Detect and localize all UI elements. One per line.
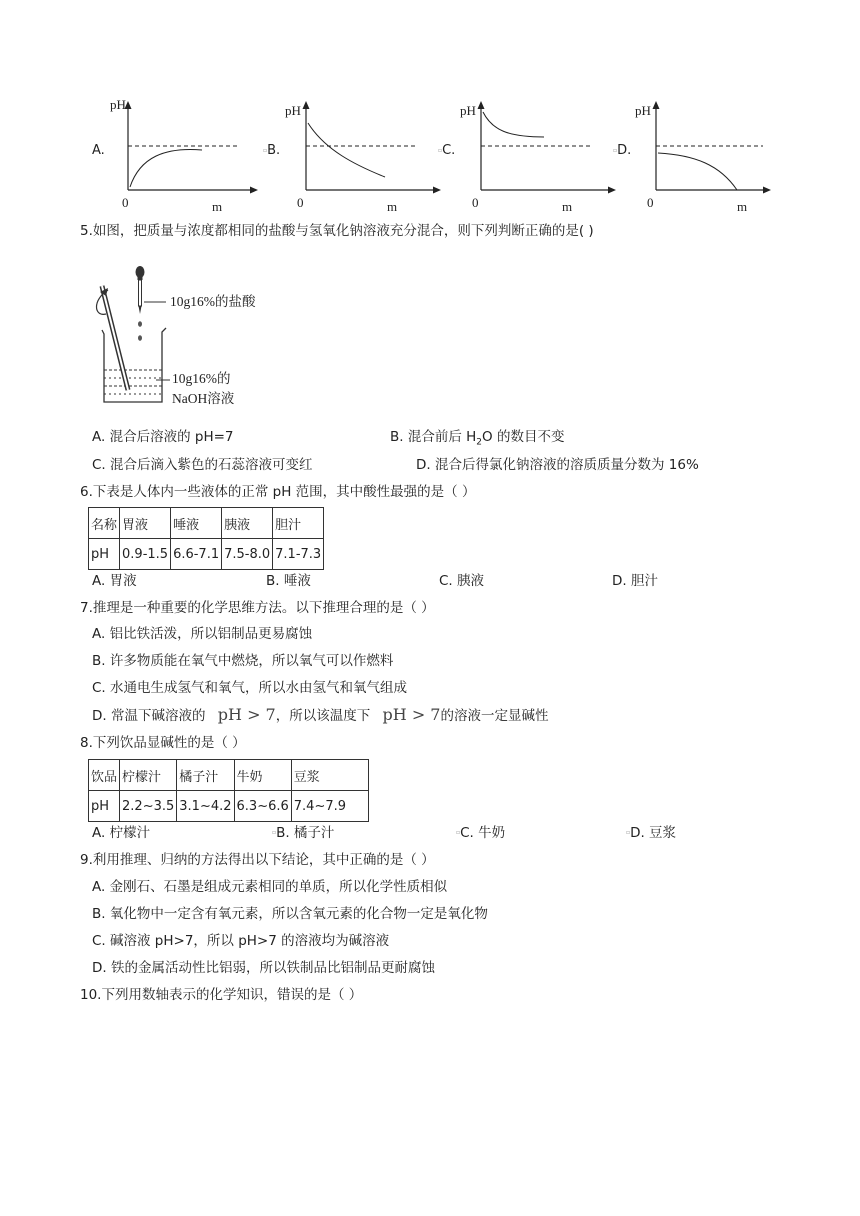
q8-stem: 8.下列饮品显碱性的是（ ） — [80, 735, 246, 751]
q6-option-b[interactable]: B. 唾液 — [266, 573, 311, 589]
x-axis-label: m — [737, 199, 748, 214]
q8-option-b[interactable]: ▫B. 橘子汁 — [272, 825, 335, 841]
y-axis-label: pH — [460, 103, 476, 118]
q5-option-d[interactable]: D. 混合后得氯化钠溶液的溶质质量分数为 16% — [416, 457, 699, 473]
table-cell: 7.4~7.9 — [291, 791, 368, 822]
curve-plot — [265, 95, 450, 215]
table-cell: 6.6-7.1 — [171, 539, 222, 570]
table-cell: 胆汁 — [273, 508, 324, 539]
origin-label: 0 — [472, 195, 479, 210]
table-cell: 7.5-8.0 — [222, 539, 273, 570]
option-label: ▫D. — [613, 143, 632, 158]
q7-option-a[interactable]: A. 铝比铁活泼，所以铝制品更易腐蚀 — [92, 626, 313, 642]
curve-plot — [615, 95, 800, 215]
option-label: ▫C. — [438, 143, 456, 158]
q6-ph-table — [88, 507, 324, 570]
table-cell: 饮品 — [89, 760, 120, 791]
table-row — [89, 791, 369, 822]
curve-plot — [90, 95, 275, 215]
q8-ph-table — [88, 759, 369, 822]
q6-option-a[interactable]: A. 胃液 — [92, 573, 137, 589]
x-axis-label: m — [212, 199, 223, 214]
table-cell: 胃液 — [120, 508, 171, 539]
table-cell: 名称 — [89, 508, 120, 539]
q5-option-b[interactable]: B. 混合前后 $H_2O$ 的数目不变 — [390, 429, 565, 448]
q6-option-d[interactable]: D. 胆汁 — [612, 573, 658, 589]
table-cell: 3.1~4.2 — [177, 791, 234, 822]
origin-label: 0 — [122, 195, 129, 210]
q5-option-a[interactable]: A. 混合后溶液的 pH=7 — [92, 429, 234, 445]
q6-stem: 6.下表是人体内一些液体的正常 pH 范围，其中酸性最强的是（ ） — [80, 484, 476, 500]
origin-label: 0 — [647, 195, 654, 210]
table-cell: 豆浆 — [291, 760, 368, 791]
q6-option-c[interactable]: C. 胰液 — [439, 573, 485, 589]
q5-illustration — [90, 262, 280, 412]
table-cell: 0.9-1.5 — [120, 539, 171, 570]
q5-stem: 5.如图，把质量与浓度都相同的盐酸与氢氧化钠溶液充分混合，则下列判断正确的是( ) — [80, 223, 594, 239]
hcl-label: 10g16%的盐酸 — [170, 294, 256, 309]
table-cell: 2.2~3.5 — [120, 791, 177, 822]
table-cell: 柠檬汁 — [120, 760, 177, 791]
q7-option-b[interactable]: B. 许多物质能在氧气中燃烧，所以氧气可以作燃料 — [92, 653, 394, 669]
graph-option-b — [265, 95, 450, 215]
origin-label: 0 — [297, 195, 304, 210]
q8-option-d[interactable]: ▫D. 豆浆 — [626, 825, 677, 841]
option-label: ▫B. — [263, 143, 281, 158]
q7-option-c[interactable]: C. 水通电生成氢气和氧气，所以水由氢气和氧气组成 — [92, 680, 408, 696]
table-row — [89, 539, 324, 570]
table-cell: 唾液 — [171, 508, 222, 539]
table-cell: pH — [89, 539, 120, 570]
q7-option-d[interactable]: D. 常温下碱溶液的 pH > 7，所以该温度下 pH > 7的溶液一定显碱性 — [92, 705, 549, 724]
q8-option-a[interactable]: A. 柠檬汁 — [92, 825, 151, 841]
q8-option-c[interactable]: ▫C. 牛奶 — [456, 825, 506, 841]
x-axis-label: m — [387, 199, 398, 214]
table-cell: 牛奶 — [234, 760, 291, 791]
q5-option-c[interactable]: C. 混合后滴入紫色的石蕊溶液可变红 — [92, 457, 313, 473]
table-cell: 6.3~6.6 — [234, 791, 291, 822]
option-label: A. — [92, 143, 105, 158]
q9-stem: 9.利用推理、归纳的方法得出以下结论，其中正确的是（ ） — [80, 852, 435, 868]
table-row — [89, 508, 324, 539]
graph-option-c — [440, 95, 625, 215]
q9-option-a[interactable]: A. 金刚石、石墨是组成元素相同的单质，所以化学性质相似 — [92, 879, 448, 895]
ph-expression: pH > 7 — [382, 705, 441, 724]
q9-option-d[interactable]: D. 铁的金属活动性比铝弱，所以铁制品比铝制品更耐腐蚀 — [92, 960, 435, 976]
table-row — [89, 760, 369, 791]
table-cell: pH — [89, 791, 120, 822]
curve-plot — [440, 95, 625, 215]
graph-option-d — [615, 95, 800, 215]
q9-option-b[interactable]: B. 氧化物中一定含有氧元素，所以含氧元素的化合物一定是氧化物 — [92, 906, 488, 922]
table-cell: 7.1-7.3 — [273, 539, 324, 570]
graph-option-a — [90, 95, 275, 215]
x-axis-label: m — [562, 199, 573, 214]
naoh-label-line1: 10g16%的 — [172, 371, 231, 386]
q7-stem: 7.推理是一种重要的化学思维方法。以下推理合理的是（ ） — [80, 600, 435, 616]
q9-option-c[interactable]: C. 碱溶液 pH>7，所以 pH>7 的溶液均为碱溶液 — [92, 933, 390, 949]
q10-stem: 10.下列用数轴表示的化学知识，错误的是（ ） — [80, 987, 363, 1003]
y-axis-label: pH — [285, 103, 301, 118]
table-cell: 胰液 — [222, 508, 273, 539]
ph-expression: pH > 7 — [217, 705, 276, 724]
naoh-label-line2: NaOH溶液 — [172, 391, 235, 406]
y-axis-label: pH — [635, 103, 651, 118]
y-axis-label: pH — [110, 97, 126, 112]
table-cell: 橘子汁 — [177, 760, 234, 791]
